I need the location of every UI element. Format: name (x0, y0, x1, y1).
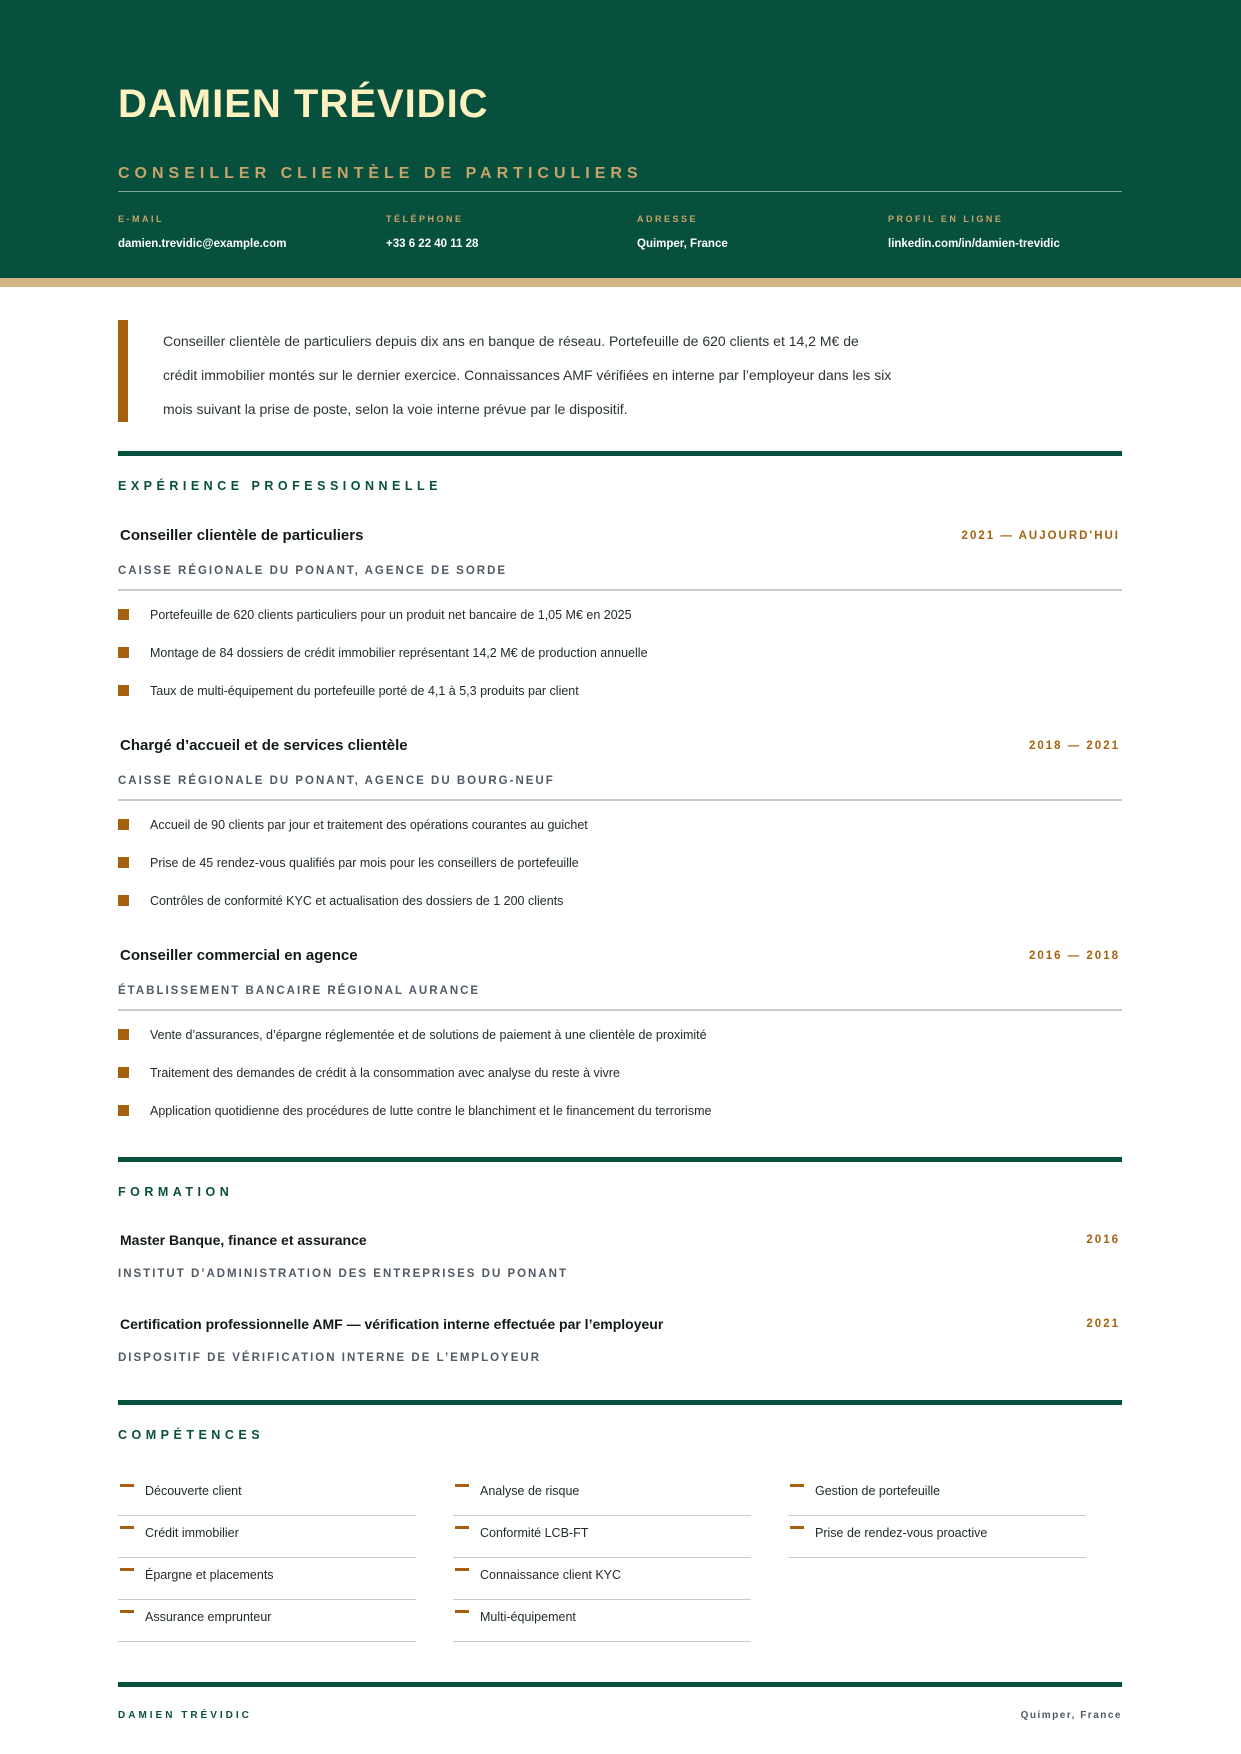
dash-icon (120, 1610, 134, 1613)
square-bullet-icon (118, 819, 129, 830)
square-bullet-icon (118, 609, 129, 620)
header-banner (0, 0, 1241, 278)
candidate-name: DAMIEN TRÉVIDIC (118, 82, 489, 126)
bullet-text: Prise de 45 rendez-vous qualifiés par mois pour les conseillers de portefeuille (150, 856, 579, 870)
profile-summary: Conseiller clientèle de particuliers depuis dix ans en banque de réseau. Portefeuille de 620 clients et 14,2 M€ de crédit immobilier montés sur le dernier exercice. Connaissances AMF vérifiées en interne par l’employeur dans les six mois suivant la prise de poste, selon la voie interne prévue par le dispositif. (163, 333, 892, 417)
skill-label: Prise de rendez-vous proactive (815, 1526, 988, 1540)
skill-item (118, 1600, 416, 1642)
phone-link[interactable]: +33 6 22 40 11 28 (386, 238, 479, 250)
square-bullet-icon (118, 1029, 129, 1040)
degree-institution: DISPOSITIF DE VÉRIFICATION INTERNE DE L’EMPLOYEUR (118, 1352, 542, 1364)
summary-accent-bar (118, 320, 128, 422)
contact-phone (386, 214, 478, 250)
email-link[interactable]: damien.trevidic@example.com (118, 238, 287, 250)
section-title-education: FORMATION (118, 1185, 234, 1199)
skill-label: Crédit immobilier (145, 1526, 239, 1540)
list-item (118, 1065, 1122, 1103)
square-bullet-icon (118, 685, 129, 696)
skill-item (788, 1516, 1086, 1558)
section-title-skills: COMPÉTENCES (118, 1428, 265, 1442)
contact-email (118, 214, 286, 250)
list-item (118, 855, 1122, 893)
skill-item (788, 1474, 1086, 1516)
dash-icon (790, 1526, 804, 1529)
job-title: Conseiller commercial en agence (120, 947, 358, 964)
square-bullet-icon (118, 1105, 129, 1116)
contact-label: PROFIL EN LIGNE (888, 214, 1004, 224)
skill-label: Découverte client (145, 1484, 242, 1498)
degree-date: 2016 (1086, 1234, 1120, 1246)
job-title: Chargé d’accueil et de services clientèle (120, 737, 408, 754)
skill-label: Assurance emprunteur (145, 1610, 272, 1624)
job-title: Conseiller clientèle de particuliers (120, 527, 364, 544)
skill-label: Gestion de portefeuille (815, 1484, 941, 1498)
dash-icon (455, 1568, 469, 1571)
square-bullet-icon (118, 895, 129, 906)
address-value: Quimper, France (637, 238, 728, 250)
footer-divider (118, 1682, 1122, 1687)
job-employer: CAISSE RÉGIONALE DU PONANT, AGENCE DE SORDE (118, 565, 508, 577)
footer-location: Quimper, France (1020, 1710, 1122, 1721)
job-dates: 2021 — AUJOURD'HUI (961, 530, 1120, 542)
bullet-text: Application quotidienne des procédures de lutte contre le blanchiment et le financement du terrorisme (150, 1104, 712, 1118)
dash-icon (455, 1610, 469, 1613)
skill-item (453, 1600, 751, 1642)
job-dates: 2018 — 2021 (1028, 740, 1120, 752)
dash-icon (120, 1484, 134, 1487)
skill-item (118, 1516, 416, 1558)
list-item (118, 1103, 1122, 1141)
bullet-text: Traitement des demandes de crédit à la consommation avec analyse du reste à vivre (150, 1066, 620, 1080)
entry-divider (118, 589, 1122, 591)
list-item (118, 1027, 1122, 1065)
entry-divider (118, 799, 1122, 801)
skill-label: Analyse de risque (480, 1484, 580, 1498)
dash-icon (120, 1568, 134, 1571)
header-accent-rule (0, 278, 1241, 287)
achievement-list (118, 817, 1122, 931)
profile-link[interactable]: linkedin.com/in/damien-trevidic (888, 238, 1060, 250)
list-item (118, 893, 1122, 931)
bullet-text: Accueil de 90 clients par jour et traitement des opérations courantes au guichet (150, 818, 588, 832)
list-item (118, 817, 1122, 855)
bullet-text: Vente d’assurances, d’épargne réglementée et de solutions de paiement à une clientèle de proximité (150, 1028, 707, 1042)
contact-label: TÉLÉPHONE (386, 214, 464, 224)
degree-title: Certification professionnelle AMF — vérification interne effectuée par l’employeur (120, 1316, 664, 1332)
skill-item (118, 1558, 416, 1600)
skill-item (453, 1558, 751, 1600)
list-item (118, 607, 1122, 645)
section-divider (118, 1400, 1122, 1405)
square-bullet-icon (118, 1067, 129, 1078)
bullet-text: Montage de 84 dossiers de crédit immobilier représentant 14,2 M€ de production annuelle (150, 646, 648, 660)
skills-column (118, 1474, 416, 1642)
skill-item (118, 1474, 416, 1516)
achievement-list (118, 1027, 1122, 1141)
dash-icon (455, 1484, 469, 1487)
section-divider (118, 451, 1122, 456)
skills-column (453, 1474, 751, 1642)
section-title-experience: EXPÉRIENCE PROFESSIONNELLE (118, 479, 442, 493)
header-divider (118, 191, 1122, 192)
bullet-text: Portefeuille de 620 clients particuliers pour un produit net bancaire de 1,05 M€ en 2025 (150, 608, 632, 622)
bullet-text: Contrôles de conformité KYC et actualisation des dossiers de 1 200 clients (150, 894, 564, 908)
contact-profile (888, 214, 1060, 250)
skills-column (788, 1474, 1086, 1558)
job-employer: CAISSE RÉGIONALE DU PONANT, AGENCE DU BOURG-NEUF (118, 775, 555, 787)
contact-label: ADRESSE (637, 214, 699, 224)
list-item (118, 683, 1122, 721)
footer-name: DAMIEN TRÉVIDIC (118, 1710, 252, 1721)
skill-item (453, 1474, 751, 1516)
entry-divider (118, 1009, 1122, 1011)
square-bullet-icon (118, 857, 129, 868)
list-item (118, 645, 1122, 683)
degree-title: Master Banque, finance et assurance (120, 1232, 367, 1248)
achievement-list (118, 607, 1122, 721)
skill-label: Épargne et placements (145, 1568, 274, 1582)
dash-icon (120, 1526, 134, 1529)
skill-label: Connaissance client KYC (480, 1568, 622, 1582)
skill-label: Conformité LCB-FT (480, 1526, 589, 1540)
square-bullet-icon (118, 647, 129, 658)
degree-institution: INSTITUT D’ADMINISTRATION DES ENTREPRISES DU PONANT (118, 1268, 568, 1280)
job-headline: CONSEILLER CLIENTÈLE DE PARTICULIERS (118, 165, 643, 182)
bullet-text: Taux de multi-équipement du portefeuille porté de 4,1 à 5,3 produits par client (150, 684, 579, 698)
job-employer: ÉTABLISSEMENT BANCAIRE RÉGIONAL AURANCE (118, 985, 481, 997)
section-divider (118, 1157, 1122, 1162)
skill-label: Multi-équipement (480, 1610, 576, 1624)
job-dates: 2016 — 2018 (1028, 950, 1120, 962)
skill-item (453, 1516, 751, 1558)
contact-address (637, 214, 728, 250)
contact-label: E-MAIL (118, 214, 164, 224)
dash-icon (790, 1484, 804, 1487)
dash-icon (455, 1526, 469, 1529)
degree-date: 2021 (1086, 1318, 1120, 1330)
